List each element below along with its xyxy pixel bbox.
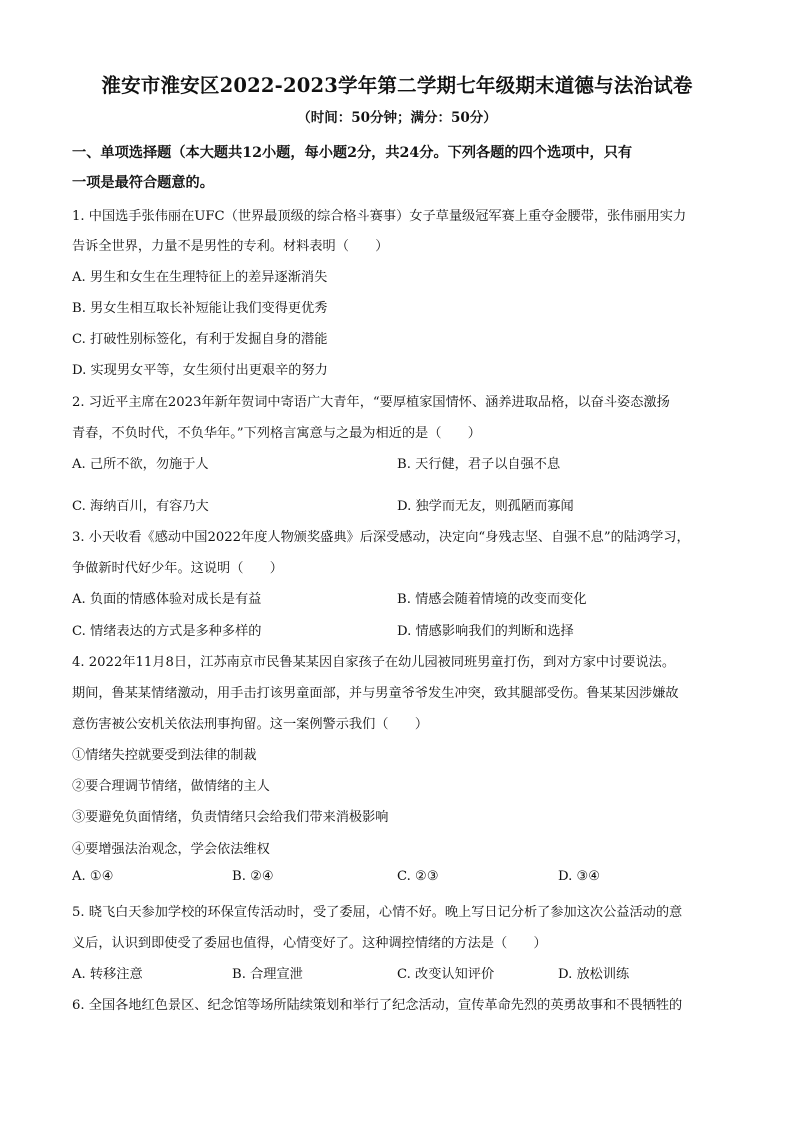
- exam-subtitle: （时间：50分钟；满分：50分）: [297, 110, 497, 126]
- q2-option-c: C. 海纳百川，有容乃大: [72, 499, 209, 514]
- q5-stem-line-1: 5. 晓飞白天参加学校的环保宣传活动时，受了委屈，心情不好。晚上写日记分析了参加这次公益活动的意: [72, 905, 683, 920]
- q4-item-1: ①情绪失控就要受到法律的制裁: [72, 748, 257, 763]
- q3-option-a: A. 负面的情感体验对成长是有益: [72, 592, 262, 607]
- q2-stem-line-1: 2. 习近平主席在2023年新年贺词中寄语广大青年，“要厚植家国情怀、涵养进取品格，以奋斗姿态激扬: [72, 395, 670, 410]
- q1-option-c: C. 打破性别标签化，有利于发掘自身的潜能: [72, 332, 328, 347]
- q2-stem-line-2: 青春，不负时代，不负华年。”下列格言寓意与之最为相近的是（ ）: [72, 426, 481, 441]
- section-heading-line-2: 一项是最符合题意的。: [72, 175, 214, 191]
- q5-option-a: A. 转移注意: [72, 967, 143, 982]
- q4-option-a: A. ①④: [72, 869, 114, 884]
- q2-option-a: A. 己所不欲，勿施于人: [72, 457, 209, 472]
- q4-option-b: B. ②④: [232, 869, 274, 884]
- q5-option-b: B. 合理宣泄: [232, 967, 303, 982]
- q4-item-2: ②要合理调节情绪，做情绪的主人: [72, 779, 270, 794]
- q4-stem-line-3: 意伤害被公安机关依法刑事拘留。这一案例警示我们（ ）: [72, 717, 429, 732]
- section-heading-line-1: 一、单项选择题（本大题共12小题，每小题2分，共24分。下列各题的四个选项中，只有: [72, 145, 633, 161]
- exam-title: 淮安市淮安区2022-2023学年第二学期七年级期末道德与法治试卷: [101, 74, 693, 97]
- q4-item-3: ③要避免负面情绪，负责情绪只会给我们带来消极影响: [72, 810, 389, 825]
- q5-option-d: D. 放松训练: [558, 967, 630, 982]
- q4-option-d: D. ③④: [558, 869, 601, 884]
- q4-option-c: C. ②③: [397, 869, 439, 884]
- q2-option-b: B. 天行健，君子以自强不息: [397, 457, 561, 472]
- q3-option-d: D. 情感影响我们的判断和选择: [397, 624, 574, 639]
- q4-stem-line-1: 4. 2022年11月8日，江苏南京市民鲁某某因自家孩子在幼儿园被同班男童打伤，到对方家中讨要说法。: [72, 655, 676, 670]
- q1-stem-line-1: 1. 中国选手张伟丽在UFC（世界最顶级的综合格斗赛事）女子草量级冠军赛上重夺金腰带，张伟丽用实力: [72, 209, 687, 224]
- q1-stem-line-2: 告诉全世界，力量不是男性的专利。材料表明（ ）: [72, 239, 389, 254]
- q2-option-d: D. 独学而无友，则孤陋而寡闻: [397, 499, 574, 514]
- q5-stem-line-2: 义后，认识到即使受了委屈也值得，心情变好了。这种调控情绪的方法是（ ）: [72, 936, 547, 951]
- q1-option-b: B. 男女生相互取长补短能让我们变得更优秀: [72, 301, 328, 316]
- q3-option-b: B. 情感会随着情境的改变而变化: [397, 592, 587, 607]
- q3-option-c: C. 情绪表达的方式是多种多样的: [72, 624, 262, 639]
- q1-option-d: D. 实现男女平等，女生须付出更艰辛的努力: [72, 363, 328, 378]
- q6-stem-line-1: 6. 全国各地红色景区、纪念馆等场所陆续策划和举行了纪念活动，宣传革命先烈的英勇故事和不畏牺牲的: [72, 998, 683, 1013]
- q5-option-c: C. 改变认知评价: [397, 967, 495, 982]
- q1-option-a: A. 男生和女生在生理特征上的差异逐渐消失: [72, 270, 328, 285]
- q3-stem-line-2: 争做新时代好少年。这说明（ ）: [72, 561, 283, 576]
- q3-stem-line-1: 3. 小天收看《感动中国2022年度人物颁奖盛典》后深受感动，决定向“身残志坚、自强不息”的陆鸿学习，: [72, 530, 690, 545]
- q4-item-4: ④要增强法治观念，学会依法维权: [72, 842, 270, 857]
- q4-stem-line-2: 期间，鲁某某情绪激动，用手击打该男童面部，并与男童爷爷发生冲突，致其腿部受伤。鲁某某因涉嫌故: [72, 686, 679, 701]
